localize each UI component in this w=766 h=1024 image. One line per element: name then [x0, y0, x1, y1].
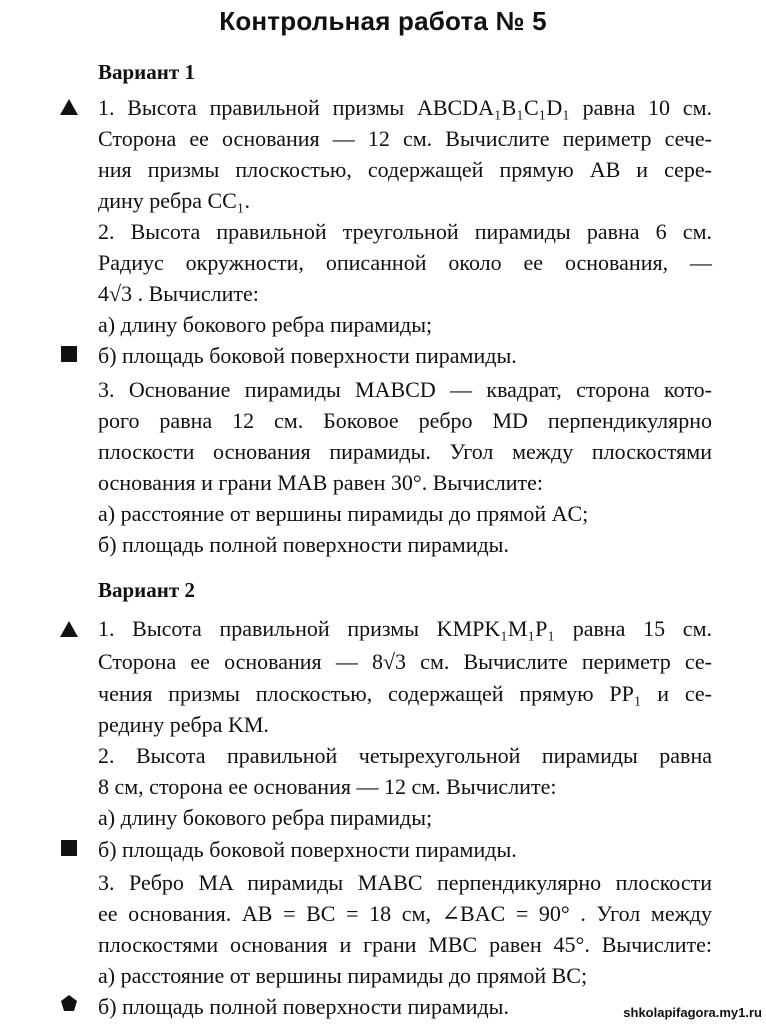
triangle-icon [60, 99, 78, 115]
v1-line-14: а) расстояние от вершины пирамиды до прямой AC; [98, 501, 589, 526]
square-icon [61, 840, 77, 856]
variant-2-heading: Вариант 2 [98, 578, 195, 602]
v1-line-8: а) длину бокового ребра пирамиды; [98, 312, 433, 337]
v1-line-15: б) площадь полной поверхности пирамиды. [98, 532, 509, 557]
triangle-icon [60, 621, 78, 637]
v1-line-9: б) площадь боковой поверхности пирамиды. [98, 343, 517, 368]
v2-line-4: редину ребра KM. [98, 712, 269, 737]
v2-line-9: 3. Ребро MA пирамиды MABC перпендикулярно плоскости [98, 870, 712, 895]
v2-line-12: а) расстояние от вершины пирамиды до прямой BC; [98, 963, 588, 988]
v2-line-11: плоскостями основания и грани MBC равен 45°. Вычислите: [98, 932, 712, 957]
v1-line-7: 4√3 . Вычислите: [98, 281, 259, 306]
v1-line-12: плоскости основания пирамиды. Угол между плоскостями [98, 439, 712, 464]
v1-line-10: 3. Основание пирамиды MABCD — квадрат, сторона кото- [98, 377, 712, 402]
variant-1-heading: Вариант 1 [98, 60, 195, 84]
v1-line-1: 1. Высота правильной призмы ABCDA₁B₁C₁D₁ равна 10 см. [98, 95, 712, 120]
v1-line-11: рого равна 12 см. Боковое ребро MD перпендикулярно [98, 408, 712, 433]
v2-line-2: Сторона ее основания — 8√3 см. Вычислите периметр се- [98, 649, 712, 674]
v2-line-3: чения призмы плоскостью, содержащей прямую PP₁ и се- [98, 681, 712, 706]
site-watermark: shkolapifagora.my1.ru [623, 1005, 762, 1020]
v1-line-4: дину ребра CC₁. [98, 188, 250, 213]
v2-line-1: 1. Высота правильной призмы KMPK₁M₁P₁ равна 15 см. [98, 616, 712, 641]
v2-line-13: б) площадь полной поверхности пирамиды. [98, 994, 509, 1019]
v1-line-5: 2. Высота правильной треугольной пирамиды равна 6 см. [98, 219, 712, 244]
v1-line-2: Сторона ее основания — 12 см. Вычислите периметр сече- [98, 126, 712, 151]
square-icon [61, 346, 77, 362]
v2-line-5: 2. Высота правильной четырехугольной пирамиды равна [98, 743, 712, 768]
v2-line-6: 8 см, сторона ее основания — 12 см. Вычислите: [98, 774, 557, 799]
v2-line-10: ее основания. AB = BC = 18 см, ∠BAC = 90° . Угол между [98, 901, 712, 926]
page-title: Контрольная работа № 5 [219, 6, 547, 36]
pentagon-icon [60, 994, 78, 1012]
v2-line-7: а) длину бокового ребра пирамиды; [98, 805, 433, 830]
v1-line-13: основания и грани MAB равен 30°. Вычислите: [98, 470, 544, 495]
v2-line-8: б) площадь боковой поверхности пирамиды. [98, 837, 517, 862]
v1-line-6: Радиус окружности, описанной около ее основания, — [98, 250, 712, 275]
v1-line-3: ния призмы плоскостью, содержащей прямую AB и сере- [98, 157, 712, 182]
